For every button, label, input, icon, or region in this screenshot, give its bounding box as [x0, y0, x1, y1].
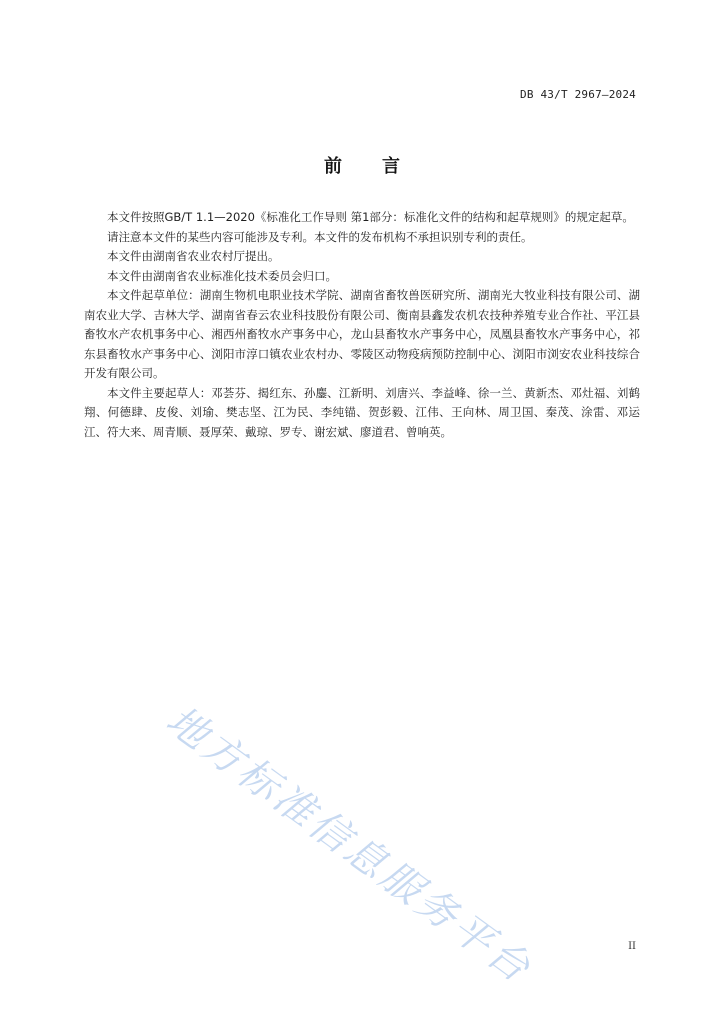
- paragraph-proposer: 本文件由湖南省农业农村厅提出。: [107, 249, 280, 263]
- paragraph-patent-notice: 请注意本文件的某些内容可能涉及专利。本文件的发布机构不承担识别专利的责任。: [107, 229, 533, 244]
- paragraph-centralized-management: 本文件由湖南省农业标准化技术委员会归口。: [107, 268, 337, 283]
- foreword-body: [84, 208, 640, 442]
- paragraph-main-drafters: 本文件主要起草人：邓荟芬、揭红东、孙鏖、江新明、刘唐兴、李益峰、徐一兰、黄新杰、邓灶福、刘鹤翔、何德肆、皮俊、刘瑜、樊志坚、江为民、李纯锚、贺彭毅、江伟、王向林、周卫国、秦茂、涂雷、邓运江、符大来、周青顺、聂厚荣、戴琼、罗专、谢宏斌、廖道君、曾响英。: [84, 385, 640, 439]
- page-number: II: [628, 941, 636, 952]
- paragraph-drafting-organizations: 本文件起草单位：湖南生物机电职业技术学院、湖南省畜牧兽医研究所、湖南光大牧业科技有限公司、湖南农业大学、吉林大学、湖南省春云农业科技股份有限公司、衡南县鑫发农机农技种养殖专业合作社、平江县畜牧水产农机事务中心、湘西州畜牧水产事务中心，龙山县畜牧水产事务中心，凤凰县畜牧水产事务中心，祁东县畜牧水产事务中心、浏阳市淳口镇农业农村办、零陵区动物疫病预防控制中心、浏阳市浏安农业科技综合开发有限公司。: [84, 288, 640, 380]
- standard-number: DB 43/T 2967—2024: [520, 88, 636, 101]
- page-title: 前言: [324, 156, 440, 177]
- watermark-text: 地方标准信息服务平台: [157, 697, 541, 994]
- paragraph-drafting-basis: 本文件按照GB/T 1.1—2020《标准化工作导则 第1部分：标准化文件的结构和起草规则》的规定起草。: [107, 210, 634, 224]
